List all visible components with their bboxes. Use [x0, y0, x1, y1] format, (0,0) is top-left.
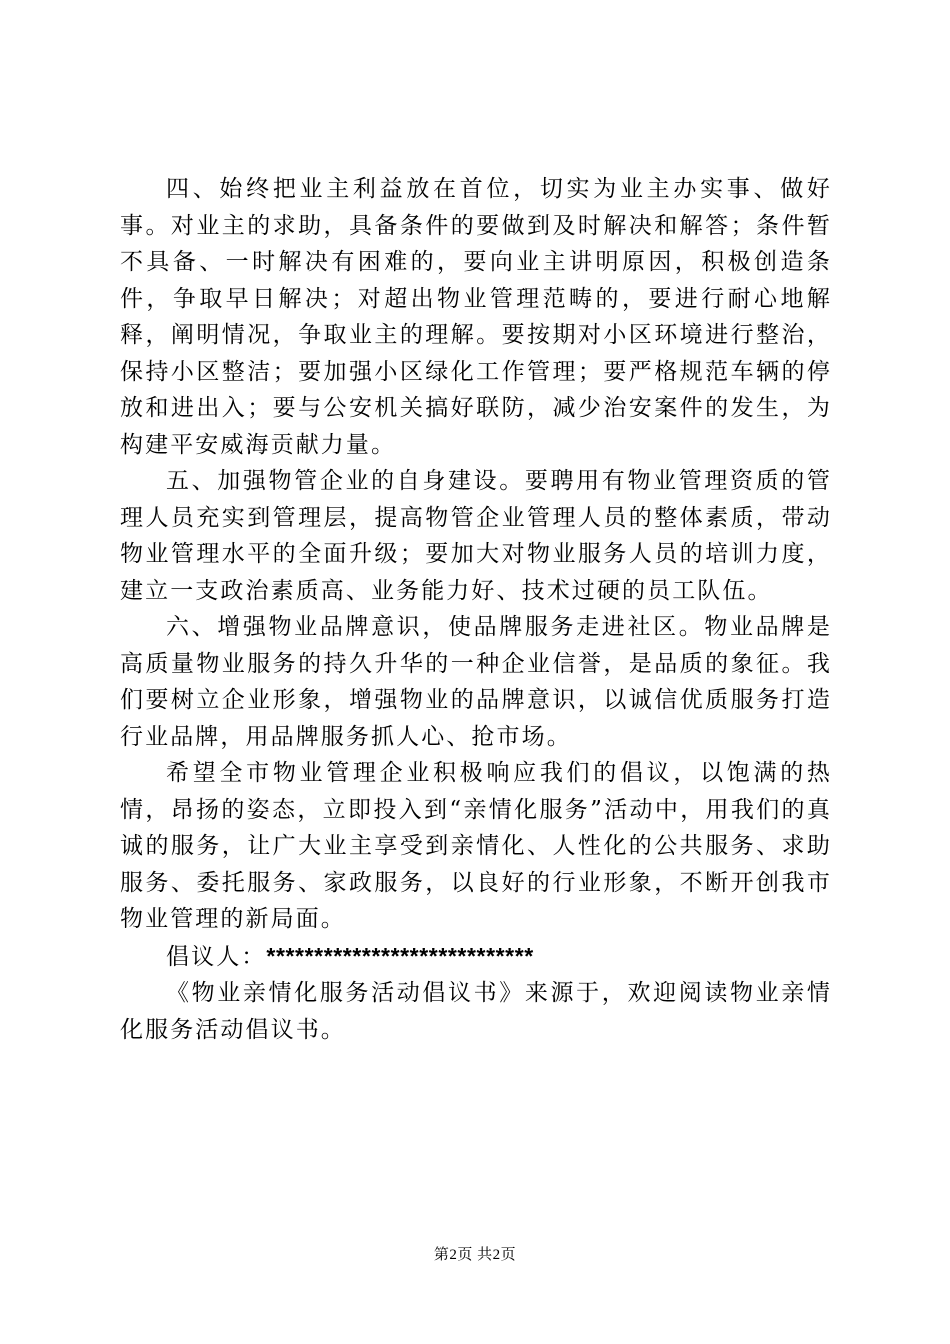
paragraph-item-six: 六、增强物业品牌意识，使品牌服务走进社区。物业品牌是高质量物业服务的持久升华的一种企业信誉，是品质的象征。我们要树立企业形象，增强物业的品牌意识，以诚信优质服务打造行业品牌，用品牌服务抓人心、抢市场。: [120, 614, 832, 750]
paragraph-item-five: 五、加强物管企业的自身建设。要聘用有物业管理资质的管理人员充实到管理层，提高物管企业管理人员的整体素质，带动物业管理水平的全面升级；要加大对物业服务人员的培训力度，建立一支政治素质高、业务能力好、技术过硬的员工队伍。: [120, 468, 832, 604]
paragraph-hope: 希望全市物业管理企业积极响应我们的倡议，以饱满的热情，昂扬的姿态，立即投入到“亲情化服务”活动中，用我们的真诚的服务，让广大业主享受到亲情化、人性化的公共服务、求助服务、委托服务、家政服务，以良好的行业形象，不断开创我市物业管理的新局面。: [120, 760, 832, 932]
paragraph-item-four: 四、始终把业主利益放在首位，切实为业主办实事、做好事。对业主的求助，具备条件的要做到及时解决和解答；条件暂不具备、一时解决有困难的，要向业主讲明原因，积极创造条件，争取早日解决；对超出物业管理范畴的，要进行耐心地解释，阐明情况，争取业主的理解。要按期对小区环境进行整治，保持小区整洁；要加强小区绿化工作管理；要严格规范车辆的停放和进出入；要与公安机关搞好联防，减少治安案件的发生，为构建平安威海贡献力量。: [120, 176, 832, 458]
signature-line: [120, 938, 832, 976]
signature-value: ****************************: [266, 942, 534, 969]
signature-label: 倡议人：: [166, 943, 267, 970]
page-number-footer: 第2页 共2页: [433, 1247, 517, 1263]
document-body: [120, 171, 832, 1048]
closing-note: 《物业亲情化服务活动倡议书》来源于，欢迎阅读物业亲情化服务活动倡议书。: [120, 980, 832, 1043]
